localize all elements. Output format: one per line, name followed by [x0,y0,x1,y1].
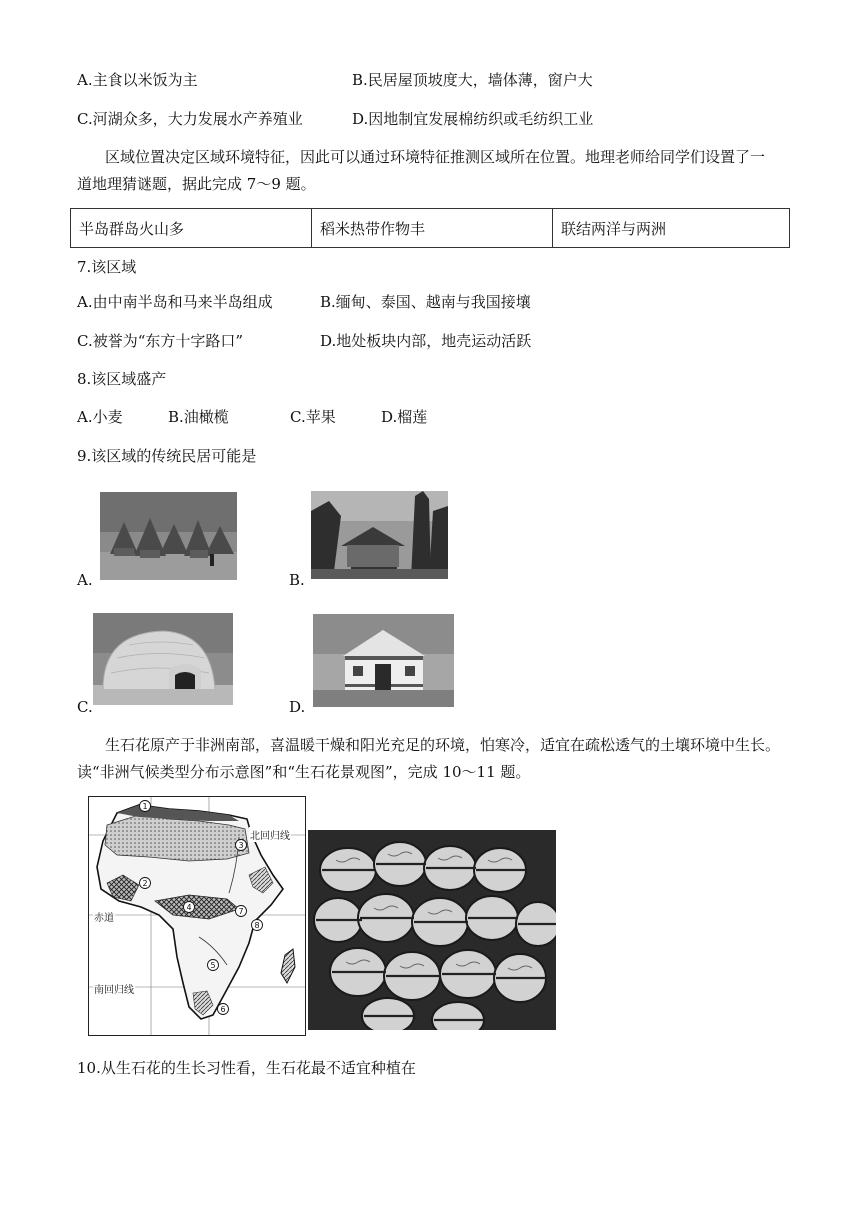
photo-forest-house [311,491,448,579]
photo-yurt [313,614,454,707]
map-label-equator: 赤道 [93,909,115,924]
clue-cell-3: 联结两洋与两洲 [553,209,790,248]
intro2-line-1: 生石花原产于非洲南部，喜温暖干燥和阳光充足的环境，怕寒冷，适宜在疏松透气的土壤环境中生长。 [105,736,781,754]
q7-option-d: D.地处板块内部，地壳运动活跃 [320,332,532,350]
map-marker-4 [184,902,195,913]
q6-option-a: A.主食以米饭为主 [77,71,198,89]
q8-option-d: D.榴莲 [381,408,428,426]
q9-label-d: D. [289,698,306,716]
photo-lithops [308,830,556,1030]
map-label-south-tropic: 南回归线 [93,981,135,996]
map-label-north-tropic: 北回归线 [249,827,291,842]
svg-text:4: 4 [186,903,192,912]
map-marker-2 [140,878,151,889]
q6-option-b: B.民居屋顶坡度大，墙体薄，窗户大 [352,71,593,89]
q8-option-c: C.苹果 [290,408,336,426]
map-marker-7 [236,906,247,917]
q6-option-c: C.河湖众多，大力发展水产养殖业 [77,110,303,128]
q9-stem: 9.该区域的传统民居可能是 [77,447,257,465]
clue-table [70,208,790,248]
q10-stem: 10.从生石花的生长习性看，生石花最不适宜种植在 [77,1059,416,1077]
q7-option-a: A.由中南半岛和马来半岛组成 [77,293,273,311]
intro-paragraph-line-1: 区域位置决定区域环境特征，因此可以通过环境特征推测区域所在位置。地理老师给同学们设置了一 [105,148,766,166]
svg-text:5: 5 [210,961,216,970]
q7-option-b: B.缅甸、泰国、越南与我国接壤 [320,293,531,311]
map-marker-6 [218,1004,229,1015]
q8-stem: 8.该区域盛产 [77,370,167,388]
clue-cell-1: 半岛群岛火山多 [71,209,312,248]
svg-text:1: 1 [142,802,148,811]
intro2-line-2: 读“非洲气候类型分布示意图”和“生石花景观图”，完成 10～11 题。 [77,763,531,781]
q9-label-c: C. [77,698,93,716]
svg-text:7: 7 [238,907,244,916]
svg-text:6: 6 [220,1005,226,1014]
q7-option-c: C.被誉为“东方十字路口” [77,332,244,350]
q8-option-b: B.油橄榄 [168,408,229,426]
svg-text:2: 2 [142,879,148,888]
clue-cell-2: 稻米热带作物丰 [312,209,553,248]
svg-text:8: 8 [254,921,260,930]
map-marker-1 [140,801,151,812]
intro-paragraph-line-2: 道地理猜谜题，据此完成 7～9 题。 [77,175,316,193]
q8-option-a: A.小麦 [77,408,123,426]
photo-conical-huts [100,492,237,580]
map-marker-8 [252,920,263,931]
svg-text:3: 3 [238,841,244,850]
map-marker-3 [236,840,247,851]
map-marker-5 [208,960,219,971]
q6-option-d: D.因地制宜发展棉纺织或毛纺织工业 [352,110,594,128]
q7-stem: 7.该区域 [77,258,137,276]
photo-igloo [93,613,233,705]
q9-label-b: B. [289,571,305,589]
q9-label-a: A. [77,571,93,589]
africa-climate-map [88,796,306,1036]
